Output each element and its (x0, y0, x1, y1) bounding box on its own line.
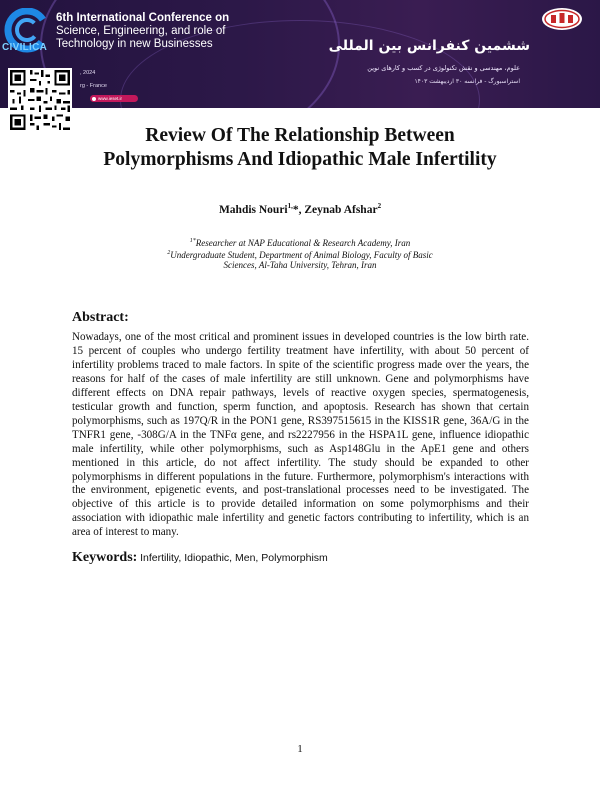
persian-conference-subtitle: علوم، مهندسی و نقش تکنولوژی در کسب و کارهای نوین (367, 64, 520, 72)
civilica-logo-text: CIVILICA (2, 42, 48, 53)
conference-title-line: 6th International Conference on (56, 12, 230, 24)
keywords-heading: Keywords: (72, 550, 138, 565)
corresponding-author-mark: * (292, 203, 299, 216)
author-name: Mahdis Nouri (218, 203, 288, 216)
author-separator: , (298, 203, 305, 216)
page-number: 1 (297, 743, 303, 755)
affiliation (100, 259, 500, 271)
author-affiliation-marker: 2 (377, 202, 382, 210)
conference-title (56, 12, 276, 51)
paper-title-line: Polymorphisms And Idiopathic Male Infertility (103, 149, 497, 170)
author-name: Zeynab Afshar (304, 203, 378, 216)
website-link[interactable] (90, 95, 138, 102)
affiliation-text: Sciences, Al-Taha University, Tehran, Iran (223, 260, 377, 270)
conference-place: rg - France (80, 83, 107, 89)
persian-conference-title: ششمین کنفرانس بین المللی (328, 38, 530, 54)
conference-title-line: Technology in new Businesses (56, 38, 213, 50)
conference-date: , 2024 (80, 70, 96, 76)
abstract-text: Nowadays, one of the most critical and prominent issues in developed countries is the low birth rate. 15 percent of couples who undergo fertility treatment have infertility, with about 50 percent of infertility problems traced to male factors. In spite of the scientific progress made over the years, the reasons for half of the cases of male infertility are still unknown. Gene and polymorphisms have different effects on DNA repair pathways, levels of reactive oxygen species, spermatogenesis, testicular growth and function, sperm function, and apoptosis. Research has shown that certain polymorphisms, such as 197Q/R in the PON1 gene, RS397515615 in the KISS1R gene, 36A/G in the TNFR1 gene, -308G/A in the TNFα gene, and rs2227956 in the HSPA1L gene, influence idiopathic male infertility, while other polymorphisms, such as Asp148Glu in the ApE1 gene and others mentioned in this article, do not affect infertility. The study should be expanded to other polymorphisms in different populations in the future. Furthermore, polymorphism's interactions with the environment, epigenetic events, and post-translational processes need to be investigated. The objective of this article is to provide detailed information on some polymorphisms and their association with idiopathic male infertility and genetic factors contributing to infertility, which is an area of interest to many. (72, 331, 529, 539)
keywords-text: Infertility, Idiopathic, Men, Polymorphism (140, 552, 328, 564)
paper-title (40, 124, 560, 172)
abstract-heading: Abstract: (72, 310, 129, 325)
website-text: www.ieset.ir (98, 96, 123, 101)
keywords (72, 550, 532, 566)
affiliation-text: Undergraduate Student, Department of Animal Biology, Faculty of Basic (170, 250, 433, 260)
globe-icon (92, 97, 96, 101)
paper-title-line: Review Of The Relationship Between (145, 125, 455, 146)
affiliation-marker: 2 (167, 250, 171, 256)
qr-code-icon[interactable] (8, 68, 72, 132)
author-list (100, 202, 500, 216)
affiliation-text: Researcher at NAP Educational & Research Academy, Iran (195, 238, 411, 248)
author-affiliation-marker: 1, (287, 202, 293, 210)
organizer-logo-icon (540, 6, 584, 32)
conference-title-line: Science, Engineering, and role of (56, 25, 226, 37)
persian-conference-date: استراسبورگ - فرانسه ۳۰ اردیبهشت ۱۴۰۳ (414, 78, 520, 85)
conference-banner (0, 0, 600, 108)
affiliation-marker: 1* (189, 238, 196, 244)
